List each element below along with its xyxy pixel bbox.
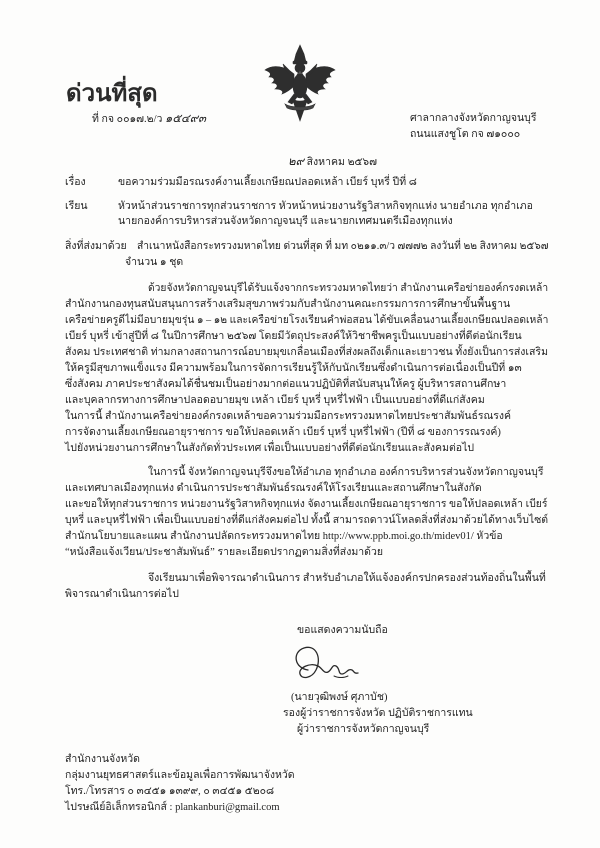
footer-email: ไปรษณีย์อิเล็กทรอนิกส์ : plankanburi@gmail.com [65,802,280,813]
enclosure-text: สำเนาหนังสือกระทรวงมหาดไทย ด่วนที่สุด ที่ มท ๐๒๑๑.๓/ว ๗๗๗๒ ลงวันที่ ๒๒ สิงหาคม ๒๕๖๗ [137,241,549,252]
body-paragraph-1-line: สังคม ประเทศชาติ ท่ามกลางสถานการณ์อบายมุขเกลื่อนเมืองที่ส่งผลถึงเด็กและเยาวชน ทั้งยังเป็นการส่งเสริม [65,347,548,358]
body-paragraph-2-line: สำนักนโยบายและแผน สำนักงานปลัดกระทรวงมหาดไทย http://www.ppb.moi.go.th/midev01/ หัวข้อ [65,531,503,542]
body-paragraph-1-line: ในการนี้ สำนักงานเครือข่ายองค์กรงดเหล้าขอความร่วมมือกระทรวงมหาดไทยประชาสัมพันธ์รณรงค์ [65,411,512,422]
signatory-position-line-2: ผู้ว่าราชการจังหวัดกาญจนบุรี [297,724,430,735]
signatory-position-line-1: รองผู้ว่าราชการจังหวัด ปฏิบัติราชการแทน [283,708,473,719]
enclosure-label: สิ่งที่ส่งมาด้วย [65,241,127,252]
document-date [288,154,448,170]
body-paragraph-1-line: และบุคลากรทางการศึกษาปลอดอบายมุข เหล้า เบียร์ บุหรี่ บุหรี่ไฟฟ้า เป็นแบบอย่างที่ดีแก่สังคม [65,395,485,406]
closing-salutation: ขอแสดงความนับถือ [297,625,388,636]
subject-label: เรื่อง [65,177,86,188]
reference-prefix: ที่ กจ ๐๐๑๗.๒/ว [92,114,163,125]
body-paragraph-1-line: เครือข่ายครูดีไม่มีอบายมุขรุ่น ๑ – ๑๒ และเครือข่ายโรงเรียนคำพ่อสอน ได้ขับเคลื่อนงานเลี้ยงเกษียณปลอดเหล้า [65,315,549,326]
recipient-line-1: หัวหน้าส่วนราชการทุกส่วนราชการ หัวหน้าหน่วยงานรัฐวิสาหกิจทุกแห่ง นายอำเภอ ทุกอำเภอ [118,201,533,212]
body-paragraph-1-line: เบียร์ บุหรี่ เข้าสู่ปีที่ ๘ ในปีการศึกษา ๒๕๖๗ โดยมีวัตถุประสงค์ให้วิชาชีพครูเป็นแบบอย่างที่ดีต่อนักเรียน [65,331,522,342]
body-paragraph-1-line: ให้ครูมีสุขภาพแข็งแรง มีความพร้อมในการจัดการเรียนรู้ให้กับนักเรียนซึ่งดำเนินการต่อเนื่องเป็นปีที่ ๑๓ [65,363,522,374]
body-paragraph-1-line: การจัดงานเลี้ยงเกษียณอายุราชการ ขอให้ปลอดเหล้า เบียร์ บุหรี่ บุหรี่ไฟฟ้า (ปีที่ ๘ ของการรณรงค์) [65,427,501,438]
footer-phone: โทร./โทรสาร ๐ ๓๔๕๑ ๑๓๙๙, ๐ ๓๔๕๑ ๕๒๐๘ [65,786,275,797]
reference-number [92,111,292,127]
enclosure-count: จำนวน ๑ ชุด [125,257,184,268]
body-paragraph-2-line: บุหรี่ และบุหรี่ไฟฟ้า เพื่อเป็นแบบอย่างที่ดีแก่สังคมต่อไป ทั้งนี้ สามารถดาวน์โหลดสิ่งที่ส่งมาด้วยได้ทางเว็บไซต์ [65,515,549,526]
recipient-line-2: นายกองค์การบริหารส่วนจังหวัดกาญจนบุรี และนายกเทศมนตรีเมืองทุกแห่ง [118,216,453,227]
body-paragraph-1-line: ไปยังหน่วยงานการศึกษาในสังกัดทั่วประเทศ เพื่อเป็นแบบอย่างที่ดีต่อนักเรียนและสังคมต่อไป [65,443,475,454]
reference-handwritten-number: ๑๕๔๙๓ [165,111,207,125]
signatory-name: (นายวุฒิพงษ์ ศุภาบัช) [291,692,388,703]
body-paragraph-1-line: สำนักงานกองทุนสนับสนุนการสร้างเสริมสุขภาพร่วมกับสำนักงานคณะกรรมการการศึกษาขั้นพื้นฐาน [65,299,511,310]
date-day: ๒๙ [288,154,305,168]
handwritten-signature [288,640,366,690]
office-address-line-2: ถนนแสงชูโต กจ ๗๑๐๐๐ [410,129,521,140]
footer-group: กลุ่มงานยุทธศาสตร์และข้อมูลเพื่อการพัฒนาจังหวัด [65,770,295,781]
subject-text: ขอความร่วมมือรณรงค์งานเลี้ยงเกษียณปลอดเหล้า เบียร์ บุหรี่ ปีที่ ๘ [118,177,417,188]
office-address-line-1: ศาลากลางจังหวัดกาญจนบุรี [410,113,537,124]
body-paragraph-2-line: และเทศบาลเมืองทุกแห่ง ดำเนินการประชาสัมพันธ์รณรงค์ให้โรงเรียนและสถานศึกษาในสังกัด [65,483,482,494]
urgency-stamp: ด่วนที่สุด [66,81,158,107]
date-month-year: สิงหาคม ๒๕๖๗ [306,157,377,168]
body-paragraph-2-line: “หนังสือแจ้งเวียน/ประชาสัมพันธ์” รายละเอียดปรากฏตามสิ่งที่ส่งมาด้วย [65,547,384,558]
body-paragraph-2-line: ในการนี้ จังหวัดกาญจนบุรีจึงขอให้อำเภอ ทุกอำเภอ องค์การบริหารส่วนจังหวัดกาญจนบุรี [148,467,544,478]
recipient-label: เรียน [65,201,88,212]
body-paragraph-1-line: ซึ่งสังคม ภาคประชาสังคมได้ชื่นชมเป็นอย่างมากต่อแนวปฏิบัติที่สนับสนุนให้ครู ผู้บริหารสถานศึกษา [65,379,507,390]
body-paragraph-3-line: พิจารณาดำเนินการต่อไป [65,589,179,600]
body-paragraph-1-line: ด้วยจังหวัดกาญจนบุรีได้รับแจ้งจากกระทรวงมหาดไทยว่า สำนักงานเครือข่ายองค์กรงดเหล้า [148,283,549,294]
body-paragraph-2-line: และขอให้ทุกส่วนราชการ หน่วยงานรัฐวิสาหกิจทุกแห่ง จัดงานเลี้ยงเกษียณอายุราชการ ขอให้ปลอดเหล้า เบียร์ [65,499,548,510]
body-paragraph-3-line: จึงเรียนมาเพื่อพิจารณาดำเนินการ สำหรับอำเภอให้แจ้งองค์กรปกครองส่วนท้องถิ่นในพื้นที่ [148,573,546,584]
footer-office: สำนักงานจังหวัด [65,754,140,765]
